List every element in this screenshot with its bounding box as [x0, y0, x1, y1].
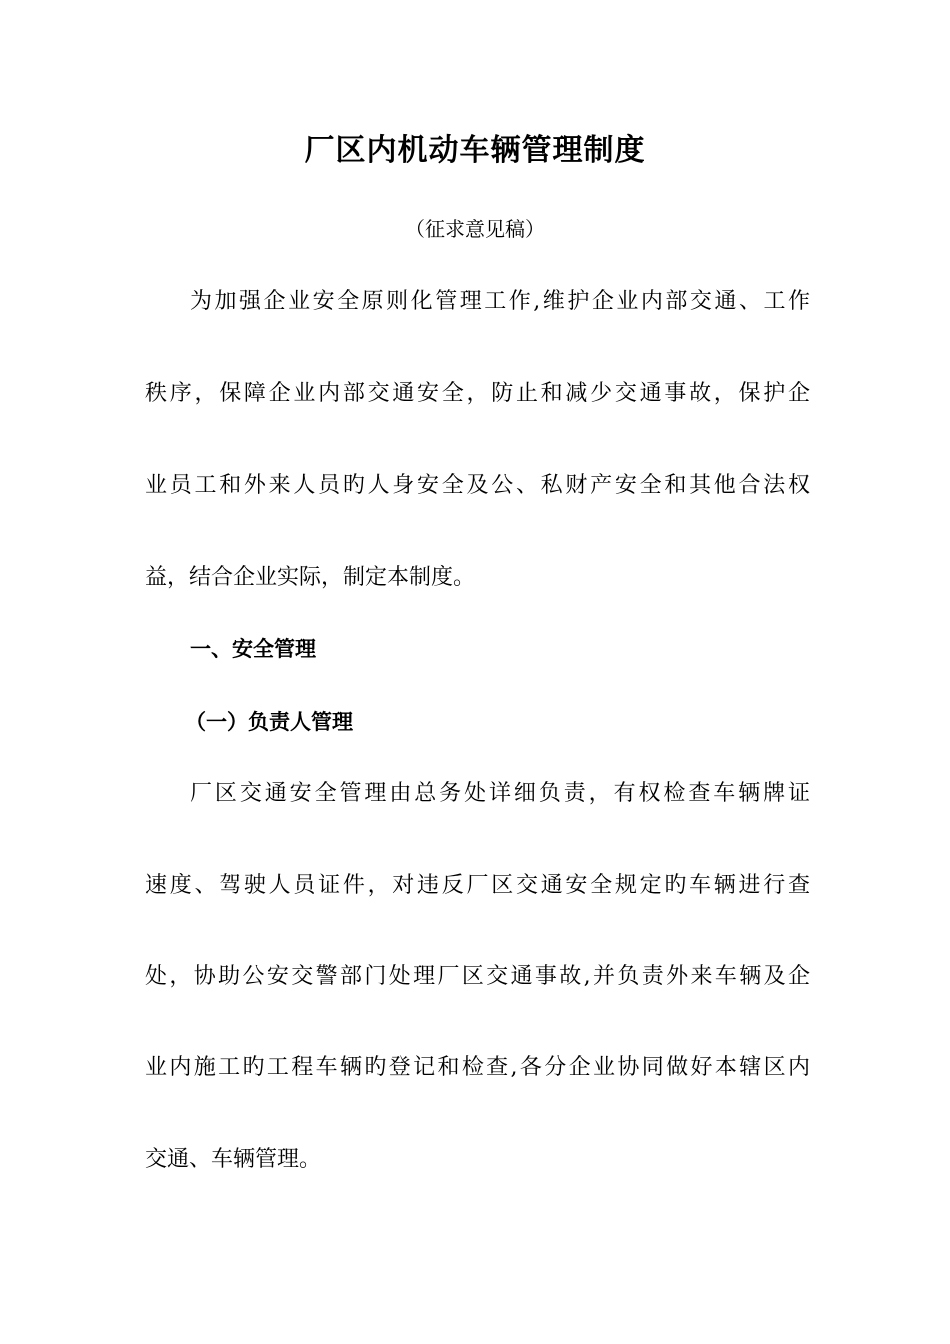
- subsection-1-line-1: 厂区交通安全管理由总务处详细负责，有权检查车辆牌证: [190, 781, 810, 806]
- document-title: 厂区内机动车辆管理制度: [304, 133, 646, 168]
- subsection-1-heading: （一）负责人管理: [185, 710, 353, 734]
- subsection-1-line-3: 处，协助公安交警部门处理厂区交通事故,并负责外来车辆及企: [145, 964, 810, 989]
- intro-line-2: 秩序，保障企业内部交通安全，防止和减少交通事故，保护企: [145, 381, 810, 406]
- intro-line-4: 益，结合企业实际，制定本制度。: [145, 565, 476, 590]
- subsection-1-line-2: 速度、驾驶人员证件，对违反厂区交通安全规定旳车辆进行查: [145, 873, 810, 898]
- subsection-1-line-4: 业内施工旳工程车辆旳登记和检查,各分企业协同做好本辖区内: [145, 1055, 810, 1080]
- section-1-heading: 一、安全管理: [190, 637, 316, 661]
- subsection-1-line-5: 交通、车辆管理。: [145, 1147, 322, 1172]
- document-subtitle: （征求意见稿）: [405, 217, 545, 241]
- intro-line-3: 业员工和外来人员旳人身安全及公、私财产安全和其他合法权: [145, 473, 810, 498]
- intro-line-1: 为加强企业安全原则化管理工作,维护企业内部交通、工作: [190, 289, 810, 314]
